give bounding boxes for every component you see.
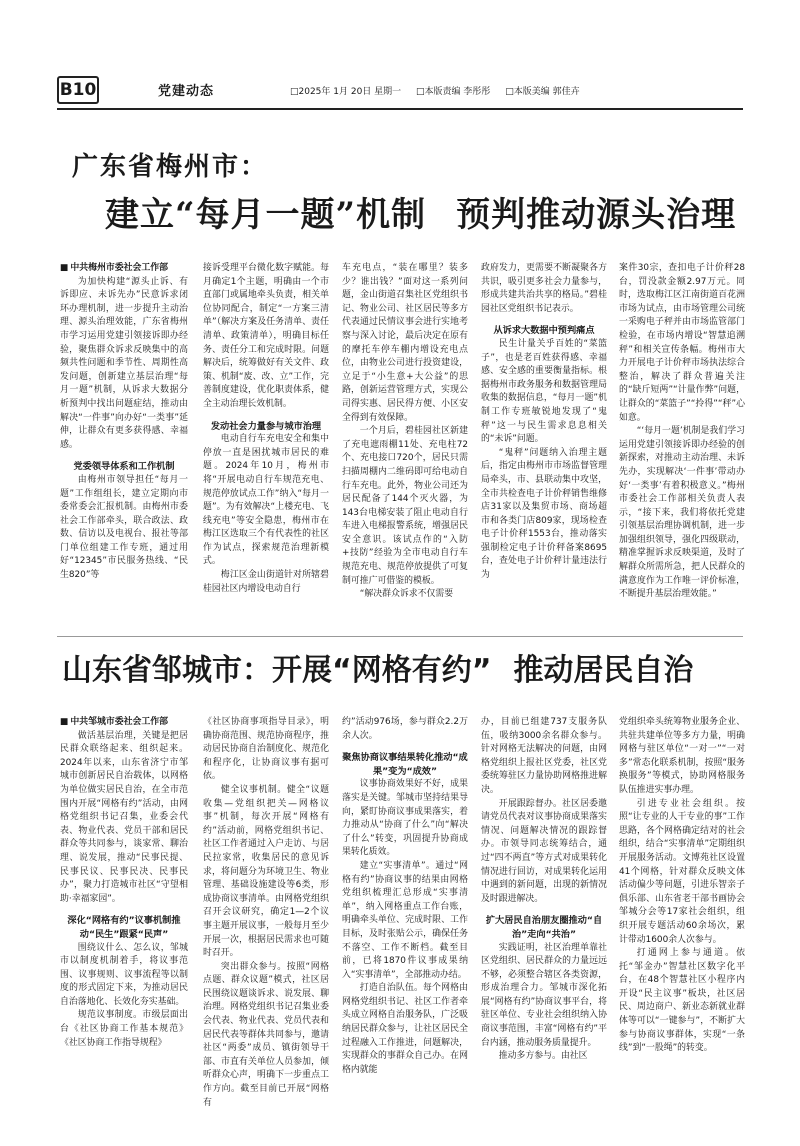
issue-date: □2025年 1月 20日 星期一 [290,87,402,97]
paragraph: 打造自治队伍。每个网格由网格党组织书记、社区工作者牵头成立网格自治服务队，广泛吸纳居民群众参与，让社区居民全过程融入工作推进，问题解决，实现群众的事群众自己办。在网格内就能 [342,983,468,1075]
article1-headline [0,132,800,234]
paragraph: “解决群众诉求不仅需要 [359,589,454,600]
paragraph: 民生计量关乎百姓的“菜篮子”，也是老百姓获得感、幸福感、安全感的重要衡量指标。根据梅州市政务服务和数据管理局收集的数据信息，“每月一题”机制工作专班敏锐地发现了“鬼秤”这一与民生需求息息相关的“未诉”问题。 [481,338,607,445]
paragraph: 梅江区金山街道针对所辖碧桂园社区内增设电动自行 [203,570,329,594]
paragraph: “鬼秤”问题纳入治理主题后，指定由梅州市市场监督管理局牵头，市、县联动集中攻坚，全市共检查电子计价秤销售维修店31家以及集贸市场、商场超市和各类门店809家，现场检查电子计价秤1553台，推动落实强制检定电子计价秤备案8695台，查处电子计价秤计量违法行为 [481,447,607,581]
subheading: 从诉求大数据中预判痛点 [493,325,595,337]
paragraph: 由梅州市领导担任“每月一题”工作组组长，建立定期向市委常委会汇报机制。由梅州市委社会工作部牵头，联合政法、政数、信访以及电视台、报社等部门单位组建工作专班，通过用好“12345”市民服务热线、“民生820”等 [60,474,188,581]
paragraph: 规范议事制度。市级层面出台《社区协商工作基本规范》《社区协商工作指导规程》 [60,1010,188,1048]
article1-column-1 [60,262,188,632]
issue-designer: □本版美编 郭佳卉 [505,87,580,97]
paragraph: 约”活动976场，参与群众2.2万余人次。 [342,717,468,741]
paragraph: 围绕议什么、怎么议，邹城市以制度机制着手，将议事范围、议事规则、议事流程等以制度的形式固定下来，为推动居民自治落地化、长效化夯实基础。 [60,942,188,1007]
paragraph: 党组织牵头统筹物业服务企业、共驻共建单位等多方力量，明确网格与驻区单位“一对一”“一对多”常态化联系机制，按照“服务换服务”等模式，协助网格服务队伍推进实事办理。 [619,717,745,795]
article1-column-3 [342,262,468,632]
subheading: 聚焦协商议事结果转化推动“成果”变为“成效” [342,752,468,777]
header-rule [57,108,743,110]
article1-column-2 [203,262,329,632]
article1-column-5 [619,262,745,632]
paragraph: 接诉受理平台微化数字赋能。每月确定1个主题，明确由一个市直部门或属地牵头负责，相关单位协同配合，制定“一方案三清单”（解决方案及任务清单、责任清单、政策清单），明确目标任务、责任分工和完成时限。问题解决后，统筹做好有关文件、政策、机制“废、改、立”工作，完善制度建设，优化职责体系，健全主动治理长效机制。 [203,263,329,409]
article1-title [105,187,736,236]
article2-title-part2: 推动居民自治 [513,653,694,688]
page-header [0,0,800,118]
paragraph: 实践证明，社区治理单靠社区党组织、居民群众的力量远远不够，必须整合辖区各类资源，形成治理合力。邹城市深化拓展“网格有约”协商议事平台，将驻区单位、专业社会组织纳入协商议事范围，丰富“网格有约”平台内涵，推动服务质量提升。 [481,942,607,1048]
paragraph: 突出群众参与。按照“网格点题、群众议题”模式，社区居民围绕议题谈诉求、说发展、聊治理。网格党组织书记召集业委会代表、物业代表、党员代表和居民代表等群体共同参与，邀请社区“两委”成员、镇街领导干部、市直有关单位人员参加，倾听群众心声，明确下一步重点工作方向。截至目前已开展“网格有 [203,961,329,1108]
article1-kicker: 广东省梅州市： [72,152,269,182]
article1-column-4 [481,262,607,632]
issue-editor: □本版责编 李彤彤 [416,87,491,97]
article2-column-3 [342,716,468,1136]
subheading: 发动社会力量参与城市治理 [210,420,322,432]
paragraph: 一个月后，碧桂园社区新建了充电遮雨棚11处、充电柱72个、充电接口720个，居民只需扫描周棚内二维码即可给电动自行车充电。此外，物业公司还为居民配备了144个灭火器，为143台电梯安装了阻止电动自行车进入电梯报警系统，增强居民安全意识。该试点作的“入防+技防”经验为全市电动自行车规范充电、规范停放提供了可复制可推广可借鉴的模板。 [342,426,468,586]
paragraph: 《社区协商事项指导目录》，明确协商范围、规范协商程序，推动居民协商自治制度化、规范化和程序化，让协商议事有据可依。 [203,717,329,782]
article1-title-part1: 建立“每月一题”机制 [105,195,427,235]
paragraph: 办，目前已组建737支服务队伍，吸纳3000余名群众参与。针对网格无法解决的问题，由网格党组织上报社区党委，社区党委统筹驻区力量协助网格推进解决。 [481,717,607,795]
paragraph: 为加快构建“源头止诉、有诉即应、未诉先办”民意诉求闭环办理机制，进一步提升主动治理、源头治理效能，广东省梅州市学习运用党建引领接诉即办经验，聚焦群众诉求反映集中的高频共性问题和季节性、周期性高发问题，创新建立基层治理“每月一题”机制，从诉求大数据分析预判中找出问题症结，推动由解决“一件事”向办好“一类事”延伸，让群众有更多获得感、幸福感。 [60,276,188,450]
article1-byline: ■ 中共梅州市委社会工作部 [60,262,188,276]
paragraph: 政府发力，更需要不断凝聚各方共识，吸引更多社会力量参与，形成共建共治共享的格局。”碧桂园社区党组织书记表示。 [481,263,607,314]
paragraph: 车充电点，“装在哪里？装多少？谁出钱？”面对这一系列问题，金山街道召集社区党组织书记、物业公司、社区居民等多方代表通过民情议事会进行实地考察与深入讨论，最后决定在原有的摩托车停车棚内增设充电点位，由物业公司进行投资建设，立足于“小生意+大公益”的思路，创新运营管理方式，实现公司得实惠、居民得方便、小区安全得到有效保障。 [342,263,468,423]
paragraph: “‘每月一题’机制是我们学习运用党建引领接诉即办经验的创新探索，对推动主动治理、未诉先办，实现解决‘一件事’带动办好‘一类事’有着积极意义。”梅州市委社会工作部相关负责人表示，“接下来，我们将依托党建引领基层治理协调机制，进一步加强组织领导，强化四级联动，精准掌握诉求反映渠道，及时了解群众所需所急，把人民群众的满意度作为工作唯一评价标准，不断提升基层治理效能。” [619,426,745,600]
article1-title-part2: 预判推动源头治理 [456,195,737,235]
section-title: 党建动态 [158,84,215,99]
article2-title [62,645,693,689]
subheading: 深化“网格有约”议事机制推动“民生”跟紧“民声” [67,915,181,940]
paragraph: 推动多方参与。由社区 [498,1051,588,1062]
article2-column-1 [60,716,188,1136]
paragraph: 电动自行车充电安全和集中停放一直是困扰城市居民的难题。2024年10月，梅州市将“开展电动自行车规范充电、规范停放试点工作”纳入“每月一题”。为有效解决“上楼充电、飞线充电”等安全隐患，梅州市在梅江区选取三个有代表性的社区作为试点，探索规范治理新模式。 [203,434,329,567]
paragraph: 建立“实事清单”。通过“网格有约”协商议事的结果由网格党组织梳理汇总形成“实事清单”，纳入网格重点工作台账，明确牵头单位、完成时限、工作目标，及时张贴公示，确保任务不落空、工作不断档。截至目前，已将1870件议事成果纳入“实事清单”，全部推动办结。 [342,860,468,980]
paragraph: 打通网上参与通道。依托“邹金办”智慧社区数字化平台，在48个智慧社区小程序内开设“民主议事”板块，社区居民、周边商户、新业态新就业群体等可以“一键参与”，不断扩大参与协商议事群体，实现“一条线”到“一股绳”的转变。 [619,948,745,1054]
article2-headline [0,645,800,703]
paragraph: 做活基层治理，关键是把居民群众联络起来、组织起来。2024年以来，山东省济宁市邹城市创新居民自治载体，以网格为单位做实居民自治，在全市范围内开展“网格有约”活动，由网格党组织书记召集，业委会代表、物业代表、党员干部和居民群众等共同参与，谈家常、聊治理、说发展，推动“民事民提、民事民议、民事民决、民事民办”，聚力打造城市社区“守望相助·幸福家园”。 [60,730,188,904]
page-number: B10 [57,76,99,104]
article-divider [57,636,743,637]
issue-info [290,84,592,97]
subheading: 扩大居民自治朋友圈推动“自治”走向“共治” [485,915,603,940]
subheading: 党委领导体系和工作机制 [73,461,175,473]
paragraph: 案件30宗，查扣电子计价秤28台，罚没款金额2.97万元。同时，选取梅江区江南街道百花洲市场为试点，由市场管理公司统一采购电子秤并由市场监管部门检验，在市场内增设“智慧追溯秤”和相关宣传条幅。梅州市大力开展电子计价秤市场执法综合整治，解决了群众普遍关注的“缺斤短两”“计量作弊”问题，让群众的“菜篮子”“拎得”“秤”心如意。 [619,263,745,423]
paragraph: 议事协商效果好不好，成果落实是关键。邹城市坚持结果导向，紧盯协商议事成果落实，着力推动从“协商了什么”向“解决了什么”转变，巩固提升协商成果转化质效。 [342,779,468,858]
article2-byline: ■ 中共邹城市委社会工作部 [60,716,188,730]
paragraph: 健全议事机制。健全“议题收集—党组织把关—网格议事”机制，每次开展“网格有约”活动前，网格党组织书记、社区工作者通过入户走访、与居民拉家常，收集居民的意见诉求，将问题分为环境卫生、物业管理、基础设施建设等6类，形成协商议事清单。由网格党组织召开会议研究，确定1—2个议事主题开展议事，一般每月至少开展一次，根据居民需求也可随时召开。 [203,784,329,959]
paragraph: 开展跟踪督办。社区居委邀请党员代表对议事协商成果落实情况、问题解决情况的跟踪督办。市领导同志统筹结合，通过“四不两直”等方式对成果转化情况进行回访，对成果转化运用中遇到的新问题，出现的新情况及时跟进解决。 [481,798,607,904]
article2-column-5 [619,716,745,1136]
paragraph: 引进专业社会组织。按照“让专业的人干专业的事”工作思路，各个网格确定结对的社会组织，结合“实事清单”定期组织开展服务活动。文博苑社区设置41个网格，针对群众反映文体活动偏少等问题，引进乐智亲子俱乐部、山东省老干部书画协会邹城分会等17家社会组织，组织开展专题活动60余场次，累计带动1600余人次参与。 [619,798,745,945]
article2-title-part1: 山东省邹城市：开展“网格有约” [62,653,492,688]
article2-column-4 [481,716,607,1136]
article2-column-2 [203,716,329,1136]
